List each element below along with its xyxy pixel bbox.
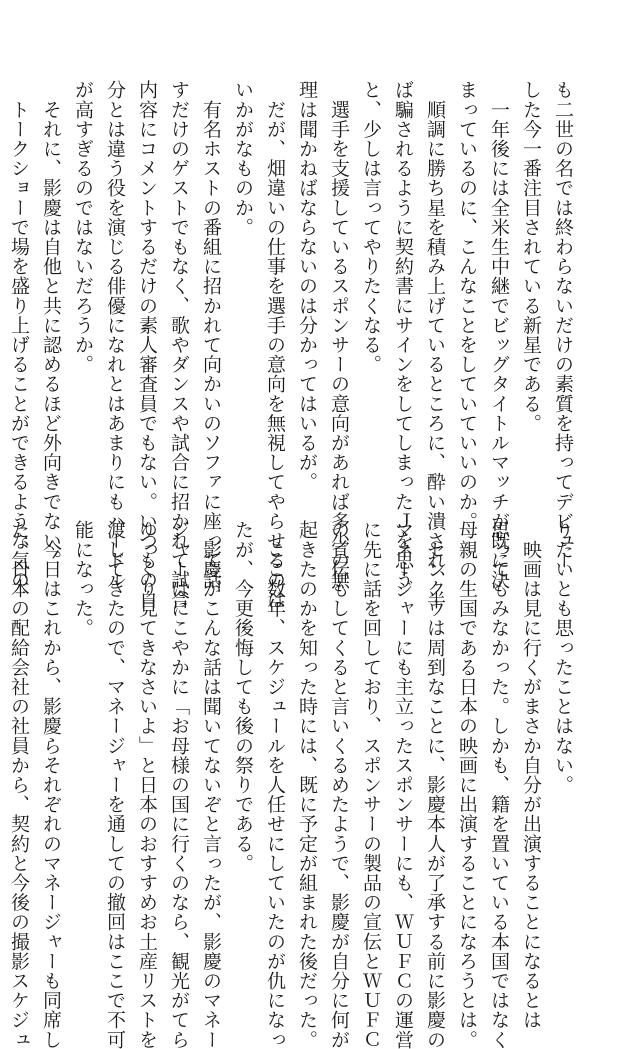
text-line [0,520,3,935]
text-line: マネージャーにも主立ったスポンサーにも、ＷＵＦＣの運営 [392,520,414,1049]
text-line: 有名ホストの番組に招かれて向かいのソファに座って話 [200,80,222,590]
text-line: 分とは違う役を演じる俳優になれとはあまりにもハードル [104,80,126,590]
text-line: 渡してきたので、マネージャーを通しての撤回はここで不可 [104,520,126,1049]
text-line: が高すぎるのではないだろうか。 [72,80,94,374]
text-line: た、日本の配給会社の社員から、契約と今後の撮影スケジュ [8,520,30,1049]
text-line: トークショーで場を盛り上げることができるような気の [8,80,30,590]
text-line: ここ数年、スケジュールを人任せにしていたのが仇になっ [264,520,286,1049]
text-line: 映画は見に行くがまさか自分が出演することになるとは [520,520,542,1030]
text-line: 母親の生国である日本の映画に出演することになろうとは。 [456,520,478,1049]
text-line: 今日はこれから、影慶らそれぞれのマネージャーも同席し [40,520,62,1049]
text-line: も二世の名では終わらないだけの素質を持ってデビュー [552,80,574,570]
text-line: いかがなものか。 [232,80,254,237]
text-line: りたいとも思ったことはない。 [552,520,574,795]
text-line: 選手を支援しているスポンサーの意向があれば多少の無 [328,80,350,590]
text-line: まっているのに、こんなことをしていていいのか。 [456,80,478,531]
text-line: ば騙されるように契約書にサインをしてしまったＪを思う [392,80,414,590]
text-line: 理は聞かねばならないのは分かってはいるが。 [296,80,318,492]
text-line [0,80,3,490]
text-line: それに、影慶は自他と共に認めるほど外向きでない。 [40,80,62,570]
text-line: 影慶がこんな話は聞いてないぞと言ったが、影慶のマネー [200,520,222,1049]
text-line: ゆっくり見てきなさいよ」と日本のおすすめお土産リストを [136,520,158,1049]
text-line: ジャーはにこやかに「お母様の国に行くのなら、観光がてら [168,520,190,1049]
text-line: 起きたのかを知った時には、既に予定が組まれた後だった。 [296,520,318,1049]
text-line: すだけのゲストでもなく、歌やダンスや試合に招かれて試合 [168,80,190,610]
text-line: した今一番注目されている新星である。 [520,80,542,433]
text-line: と、少しは言ってやりたくなる。 [360,80,382,374]
text-line: の宣伝もしてくると言いくるめたようで、影慶が自分に何が [328,520,350,1049]
text-line: だが、畑違いの仕事を選手の意向を無視してやらせるのは [264,80,286,610]
text-line: 思ってもみなかった。しかも、籍を置いている本国ではなく [488,520,510,1049]
text-line: たが、今更後悔しても後の祭りである。 [232,520,254,873]
text-line: 一年後には全米生中継でビッグタイトルマッチが既に決 [488,80,510,590]
text-line: 内容にコメントするだけの素人審査員でもない。いつもの自 [136,80,158,610]
text-line: に先に話を回しており、スポンサーの製品の宣伝とＷＵＦＣ [360,520,382,1049]
bottom-text-block [8,520,579,1049]
text-line: 順調に勝ち星を積み上げているところに、酔い潰され、半 [424,80,446,610]
text-line: 能になった。 [72,520,94,638]
text-line: センクウは周到なことに、影慶本人が了承する前に影慶の [424,520,446,1049]
